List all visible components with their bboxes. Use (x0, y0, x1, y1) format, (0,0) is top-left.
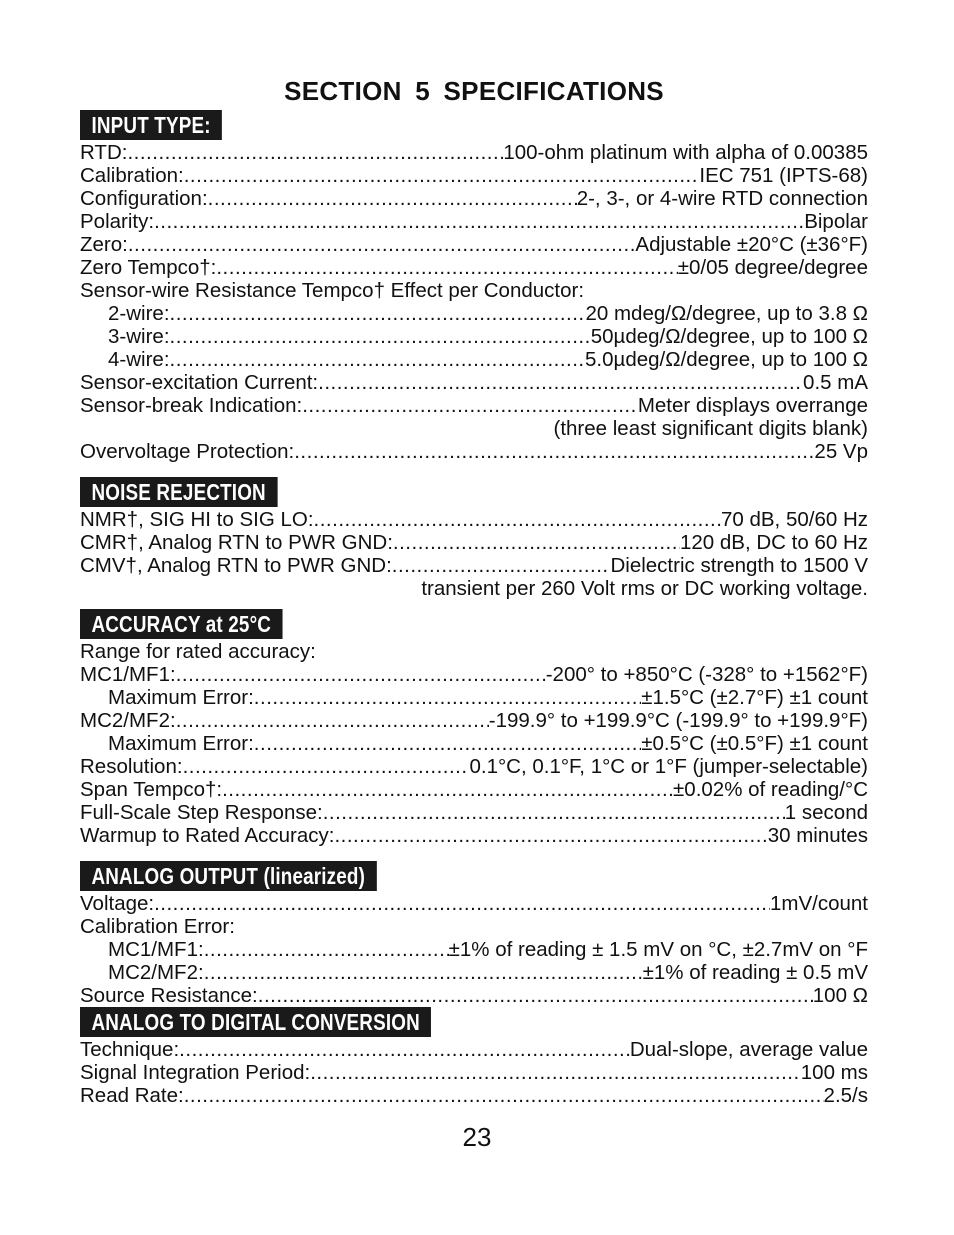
spec-row-nmr: NMR†, SIG HI to SIG LO: ..... 70 dB, 50/60 Hz (80, 508, 868, 531)
spec-list (80, 141, 868, 463)
spec-row-warmup: Warmup to Rated Accuracy: ..... 30 minutes (80, 824, 868, 847)
leader-dots (127, 141, 503, 164)
leader-dots (176, 663, 546, 686)
leader-dots (334, 824, 767, 847)
leader-dots (204, 961, 643, 984)
leader-dots (183, 755, 470, 778)
leader-dots (302, 394, 638, 417)
spec-row-mc1-range: MC1/MF1: ..... -200° to +850°C (-328° to +1562°F) (80, 663, 868, 686)
spec-row-mc2-max-error: Maximum Error: ..... ±0.5°C (±0.5°F) ±1 count (80, 732, 868, 755)
spec-row-integration-period: Signal Integration Period: ..... 100 ms (80, 1061, 868, 1084)
section-heading: ACCURACY at 25°C (80, 609, 283, 639)
leader-dots (179, 1038, 630, 1061)
spec-list (80, 640, 868, 847)
leader-dots (310, 1061, 801, 1084)
spec-row-zero: Zero: ..... Adjustable ±20°C (±36°F) (80, 233, 868, 256)
spec-row-sensor-break: Sensor-break Indication: ..... Meter displays overrange (80, 394, 868, 417)
spec-row-overvoltage: Overvoltage Protection: ..... 25 Vp (80, 440, 868, 463)
page-number: 23 (462, 1122, 492, 1152)
leader-dots (216, 256, 677, 279)
spec-list (80, 1038, 868, 1107)
spec-row-step-response: Full-Scale Step Response: ..... 1 second (80, 801, 868, 824)
leader-dots (176, 709, 489, 732)
leader-dots (294, 440, 814, 463)
leader-dots (392, 554, 611, 577)
section-accuracy (80, 609, 868, 847)
specifications-page (80, 72, 868, 1107)
section-analog-output (80, 861, 868, 1007)
spec-row-continuation: (three least significant digits blank) (553, 417, 868, 440)
spec-row-4-wire: 4-wire: ..... 5.0µdeg/Ω/degree, up to 100 Ω (80, 348, 868, 371)
spec-row-mc2-calibration: MC2/MF2: ..... ±1% of reading ± 0.5 mV (80, 961, 868, 984)
leader-dots (170, 325, 591, 348)
leader-dots (314, 508, 721, 531)
leader-dots (254, 686, 641, 709)
spec-row-rtd: RTD: ..... 100-ohm platinum with alpha of 0.00385 (80, 141, 868, 164)
section-heading: ANALOG TO DIGITAL CONVERSION (80, 1007, 431, 1037)
section-input-type (80, 110, 868, 463)
spec-row-zero-tempco: Zero Tempco†: ..... ±0/05 degree/degree (80, 256, 868, 279)
leader-dots (184, 164, 700, 187)
leader-dots (318, 371, 803, 394)
spec-row-calibration: Calibration: ..... IEC 751 (IPTS-68) (80, 164, 868, 187)
spec-row-3-wire: 3-wire: ..... 50µdeg/Ω/degree, up to 100 Ω (80, 325, 868, 348)
leader-dots (128, 233, 636, 256)
section-heading: ANALOG OUTPUT (linearized) (80, 861, 377, 891)
page-title: SECTION 5 SPECIFICATIONS (284, 76, 664, 106)
spec-row-mc1-max-error: Maximum Error: ..... ±1.5°C (±2.7°F) ±1 count (80, 686, 868, 709)
spec-row-sensor-wire-heading: Sensor-wire Resistance Tempco† Effect per Conductor: (80, 279, 585, 302)
spec-row-excitation-current: Sensor-excitation Current: ..... 0.5 mA (80, 371, 868, 394)
spec-row-source-resistance: Source Resistance: ..... 100 Ω (80, 984, 868, 1007)
leader-dots (254, 732, 641, 755)
spec-row-range-heading: Range for rated accuracy: (80, 640, 316, 663)
section-heading: NOISE REJECTION (80, 477, 277, 507)
leader-dots (204, 938, 449, 961)
leader-dots (208, 187, 577, 210)
spec-row-2-wire: 2-wire: ..... 20 mdeg/Ω/degree, up to 3.8 Ω (80, 302, 868, 325)
leader-dots (323, 801, 785, 824)
leader-dots (184, 1084, 824, 1107)
leader-dots (154, 892, 770, 915)
leader-dots (258, 984, 813, 1007)
leader-dots (170, 348, 586, 371)
leader-dots (154, 210, 804, 233)
spec-row-read-rate: Read Rate: ..... 2.5/s (80, 1084, 868, 1107)
spec-row-mc2-range: MC2/MF2: ..... -199.9° to +199.9°C (-199.9° to +199.9°F) (80, 709, 868, 732)
spec-row-resolution: Resolution: ..... 0.1°C, 0.1°F, 1°C or 1°F (jumper-selectable) (80, 755, 868, 778)
leader-dots (393, 531, 680, 554)
spec-row-technique: Technique: ..... Dual-slope, average value (80, 1038, 868, 1061)
leader-dots (222, 778, 673, 801)
spec-list (80, 508, 868, 600)
spec-row-configuration: Configuration: ..... 2-, 3-, or 4-wire RTD connection (80, 187, 868, 210)
spec-row-cmv: CMV†, Analog RTN to PWR GND: ..... Dielectric strength to 1500 V (80, 554, 868, 577)
section-noise-rejection (80, 477, 868, 600)
spec-row-voltage: Voltage: ..... 1mV/count (80, 892, 868, 915)
spec-row-mc1-calibration: MC1/MF1: ..... ±1% of reading ± 1.5 mV on °C, ±2.7mV on °F (80, 938, 868, 961)
spec-row-cmr: CMR†, Analog RTN to PWR GND: ..... 120 dB, DC to 60 Hz (80, 531, 868, 554)
spec-row-calibration-error-heading: Calibration Error: (80, 915, 235, 938)
spec-row-continuation: transient per 260 Volt rms or DC working voltage. (421, 577, 868, 600)
spec-row-polarity: Polarity: ..... Bipolar (80, 210, 868, 233)
spec-list (80, 892, 868, 1007)
section-adc (80, 1007, 868, 1107)
section-heading: INPUT TYPE: (80, 110, 222, 140)
spec-row-span-tempco: Span Tempco†: ..... ±0.02% of reading/°C (80, 778, 868, 801)
leader-dots (170, 302, 586, 325)
